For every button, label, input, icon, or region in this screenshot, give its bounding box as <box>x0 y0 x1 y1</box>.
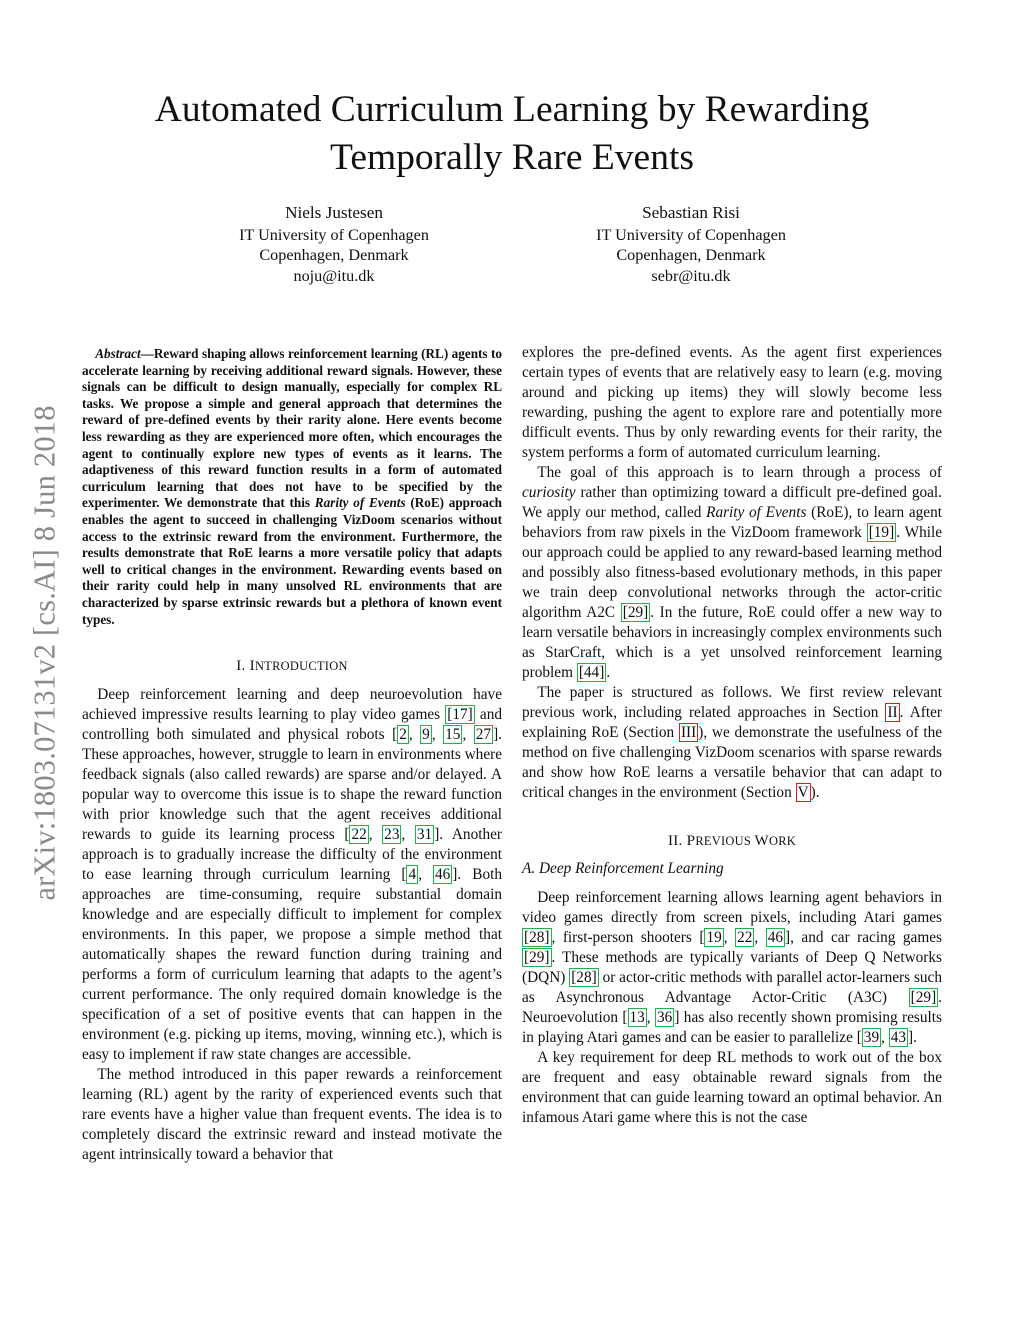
citation-link[interactable]: 9 <box>422 726 430 744</box>
author-location: Copenhagen, Denmark <box>616 246 766 264</box>
right-paragraph-4: Deep reinforcement learning allows learning agent behaviors in video games directly from screen pixels, including Atari games [28] , first-person shooters [ 19 , 22 , 46 ], and car racing games [29] . These methods are typically variants of Deep Q Networks (DQN) [28] or actor-critic methods with parallel actor-learners such as Asynchronous Advantage Actor-Critic (A3C) [29] . Neuroevolution [ 13 , 36 ] has also recently shown promising results in playing Atari games and can be easier to parallelize [ 39 , 43 ]. <box>522 889 942 1046</box>
left-column <box>82 343 502 1165</box>
citation-link[interactable]: 36 <box>657 1009 673 1026</box>
intro-paragraph-2: The method introduced in this paper rewards a reinforcement learning (RL) agent by the rarity of experienced events such that rare events have a higher value than frequent events. The idea is to completely discard the extrinsic reward and instead motivate the agent intrinsically toward a behavior that <box>82 1066 502 1164</box>
citation-link[interactable]: 43 <box>890 1029 907 1046</box>
arxiv-id-text: arXiv:1803.07131v2 [cs.AI] 8 Jun 2018 <box>27 405 62 901</box>
right-paragraph-1: explores the pre-defined events. As the agent first experiences certain types of events that are relatively easy to learn (e.g. moving around and picking up items) they will slowly become less rewarding, pushing the agent to explore rare and potentially more difficult events. Thus by only rewarding events for their rarity, the system performs a form of automated curriculum learning. <box>522 344 942 461</box>
author-name: Niels Justesen <box>285 203 383 222</box>
citation-link[interactable]: 46 <box>767 929 783 946</box>
arxiv-identifier <box>20 378 70 928</box>
citation-link[interactable]: 27 <box>475 726 492 744</box>
citation-link[interactable]: [28] <box>524 929 550 946</box>
citation-link[interactable]: [29] <box>910 989 937 1006</box>
citation-link[interactable]: 13 <box>629 1009 645 1026</box>
paper-title: Automated Curriculum Learning by Rewarding Temporally Rare Events <box>154 89 870 178</box>
citation-link[interactable]: [17] <box>447 706 473 724</box>
citation-link[interactable]: 31 <box>416 826 433 844</box>
section-link[interactable]: II <box>887 704 898 721</box>
citation-link[interactable]: [29] <box>622 604 649 621</box>
author-name: Sebastian Risi <box>642 203 740 222</box>
citation-link[interactable]: 22 <box>737 929 753 946</box>
subsection-heading-deep-rl: A. Deep Reinforcement Learning <box>522 860 724 877</box>
citation-link[interactable]: 23 <box>384 826 400 844</box>
section-heading-previous-work: II. PREVIOUS WORK <box>667 833 797 849</box>
citation-link[interactable]: [44] <box>578 664 605 681</box>
right-column <box>522 343 942 1128</box>
citation-link[interactable]: 2 <box>399 726 407 744</box>
right-paragraph-5: A key requirement for deep RL methods to work out of the box are frequent and easy obtainable reward signals from the environment that can guide learning toward an optimal behavior. An infamous Atari game where this is not the case <box>522 1049 942 1126</box>
author-block-2 <box>541 203 841 286</box>
citation-link[interactable]: 39 <box>863 1029 880 1046</box>
right-paragraph-2: The goal of this approach is to learn through a process of curiosity rather than optimizing toward a difficult pre-defined goal. We apply our method, called Rarity of Events (RoE), to learn agent behaviors from raw pixels in the VizDoom framework [19] . While our approach could be applied to any reward-based learning method and possibly also fitness-based evolutionary methods, in this paper we train deep convolutional networks through the actor-critic algorithm A2C [29] . In the future, RoE could offer a new way to learn versatile behaviors in increasingly complex environments such as StarCraft, which is a yet unsolved reinforcement learning problem [44] . <box>522 464 943 681</box>
citation-link[interactable]: 19 <box>706 929 722 946</box>
section-link[interactable]: III <box>680 724 697 741</box>
citation-link[interactable]: [19] <box>868 524 895 541</box>
abstract: Abstract—Reward shaping allows reinforcement learning (RL) agents to accelerate learning by receiving additional reward signals. However, these signals can be difficult to design manually, especially for complex RL tasks. We propose a simple and general approach that determines the reward of pre-defined events by their rarity alone. Here events become less rewarding as they are experienced more often, which encourages the agent to continually explore new types of events as it learns. The adaptiveness of this reward function results in a form of automated curriculum learning that does not have to be specified by the experimenter. We demonstrate that this Rarity of Events (RoE) approach enables the agent to succeed in challenging VizDoom scenarios without access to the extrinsic reward from the environment. Furthermore, the results demonstrate that RoE learns a more versatile policy that adapts well to critical changes in the environment. Rewarding events based on their rarity could help in many unsolved RL environments that are characterized by sparse extrinsic rewards but a plethora of known event types. <box>82 346 503 627</box>
citation-link[interactable]: [28] <box>571 969 597 986</box>
author-block-1 <box>184 203 484 286</box>
author-email[interactable]: sebr@itu.dk <box>651 266 731 285</box>
citation-link[interactable]: 46 <box>434 866 451 884</box>
right-paragraph-3: The paper is structured as follows. We first review relevant previous work, including related approaches in Section II . After explaining RoE (Section III ), we demonstrate the usefulness of the method on five challenging VizDoom scenarios with sparse rewards and show how RoE learns a versatile behavior that can adapt to critical changes in the environment (Section V ). <box>522 684 943 801</box>
author-email[interactable]: noju@itu.dk <box>293 266 375 285</box>
section-link[interactable]: V <box>797 784 809 801</box>
abstract-label: Abstract <box>95 346 141 361</box>
intro-paragraph-1: Deep reinforcement learning and deep neuroevolution have achieved impressive results learning to play video games [17] and controlling both simulated and physical robots [ 2 , 9 , 15 , 27 ]. These approaches, however, struggle to learn in environments where feedback signals (also called rewards) are sparse and/or delayed. A popular way to overcome this issue is to shape the reward function with prior knowledge such that the agent receives additional rewards to guide its learning process [ 22 , 23 , 31 ]. Another approach is to gradually increase the difficulty of the environment to ease learning through curriculum learning [ 4 , 46 ]. Both approaches are time-consuming, require substantial domain knowledge and are especially difficult to implement for complex environments. In this paper, we propose a simple method that automatically shapes the reward function during training and performs a form of curriculum learning that adapts to the agent’s current performance. The only required domain knowledge is the specification of a set of positive events that can happen in the environment (e.g. picking up items, moving, winning etc.), which is easy to implement if raw state changes are accessible. <box>82 686 503 1064</box>
citation-link[interactable]: [29] <box>524 949 550 966</box>
citation-link[interactable]: 22 <box>351 826 367 844</box>
author-location: Copenhagen, Denmark <box>259 246 409 264</box>
citation-link[interactable]: 15 <box>445 726 461 744</box>
citation-link[interactable]: 4 <box>408 866 417 884</box>
section-heading-introduction: I. INTRODUCTION <box>236 658 348 675</box>
author-affiliation: IT University of Copenhagen <box>596 225 786 244</box>
author-affiliation: IT University of Copenhagen <box>239 225 429 244</box>
